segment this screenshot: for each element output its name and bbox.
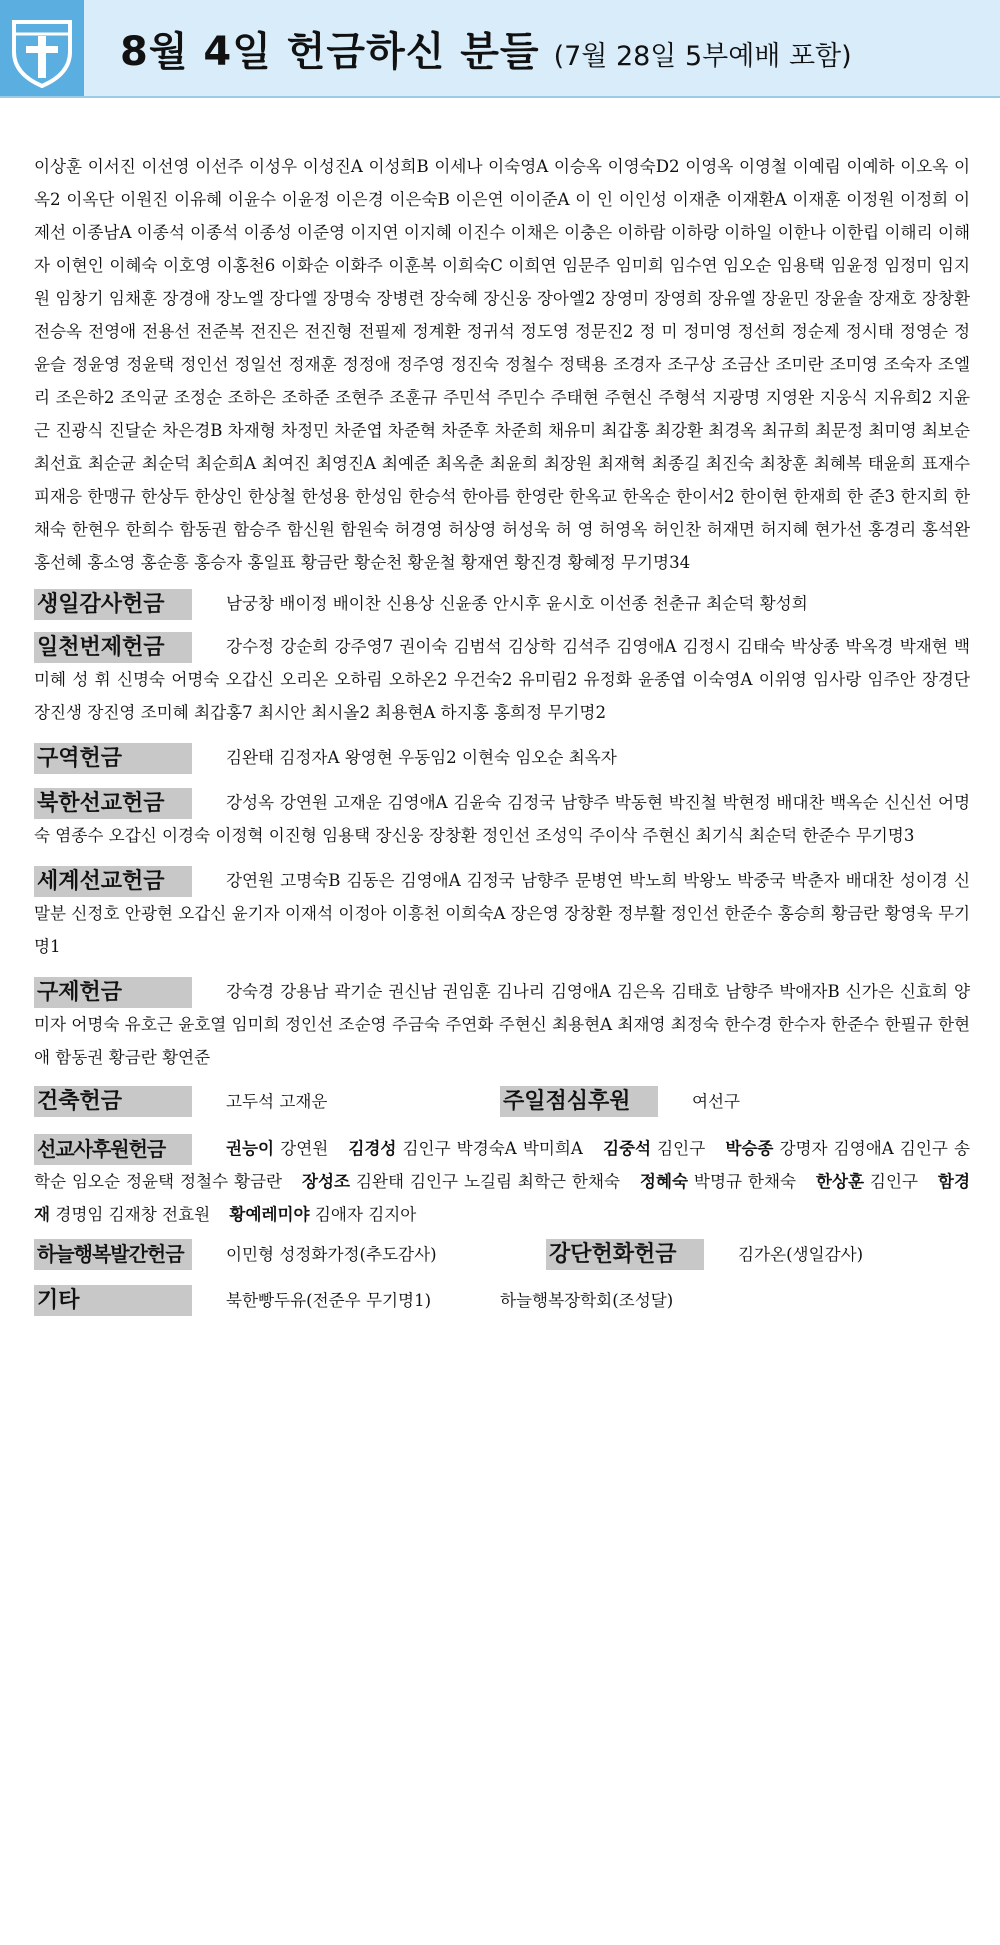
page-header [0,0,1000,98]
section-relief [34,975,970,1074]
section-names: 강숙경 강용남 곽기순 권신남 권임훈 김나리 김영애A 김은옥 김태호 남향주 박애자B 신가은 신효희 양미자 어명숙 유호근 윤호열 임미희 정인선 조순영 주금숙 주연화 주현신 최용현A 최재영 최정숙 한수경 한수자 한준수 한필규 한현애 함동권 황금란 황연준 [34,982,971,1067]
missionary-entry: 함경재 경명임 김재창 전효원 [34,1172,970,1224]
category-label: 생일감사헌금 [34,589,192,620]
category-label: 구역헌금 [34,743,192,774]
category-label: 건축헌금 [34,1086,192,1117]
cross-shield-icon [0,0,84,96]
missionary-entry: 박승종 강명자 김영애A 김인구 송학순 임오순 정윤택 정철수 황금란 [34,1139,970,1191]
section-happiness [34,1237,970,1281]
section-names-gangdan: 김가온(생일감사) [738,1245,864,1264]
missionary-entry: 장성조 김완태 김인구 노길림 최학근 한채숙 [301,1172,621,1191]
section-thousand [34,630,970,729]
general-donor-names: 이상훈 이서진 이선영 이선주 이성우 이성진A 이성희B 이세나 이숙영A 이승옥 이영숙D2 이영옥 이영철 이예림 이예하 이오옥 이 옥2 이옥단 이원진 이유혜 이윤수 이윤정 이은경 이은숙B 이은연 이이준A 이 인 이인성 이재춘 이재환A 이재훈 이정원 이정희 이제선 이종남A 이종석 이종석 이종성 이준영 이지연 이지혜 이진수 이채은 이충은 이하람 이하랑 이하일 이한나 이한립 이해리 이해자 이현인 이혜숙 이호영 이홍천6 이화순 이화주 이훈복 이희숙C 이희연 임문주 임미희 임수연 임오순 임용택 임윤정 임정미 임지원 임창기 임채훈 장경애 장노엘 장다엘 장명숙 장병련 장숙혜 장신웅 장아엘2 장영미 장영희 장유엘 장윤민 장윤솔 장재호 장창환 전승옥 전영애 전용선 전준복 전진은 전진형 전필제 정계환 정귀석 정도영 정문진2 정 미 정미영 정선희 정순제 정시태 정영순 정윤슬 정윤영 정윤택 정인선 정일선 정재훈 정정애 정주영 정진숙 정철수 정택용 조경자 조구상 조금산 조미란 조미영 조숙자 조엘리 조은하2 조익균 조정순 조하은 조하준 조현주 조훈규 주민석 주민수 주태현 주현신 주형석 지광명 지영완 지웅식 지유희2 지윤근 진광식 진달순 차은경B 차재형 차정민 차준엽 차준혁 차준후 차준희 채유미 최갑홍 최강환 최경옥 최규희 최문정 최미영 최보순 최선효 최순균 최순덕 최순희A 최여진 최영진A 최예준 최옥춘 최윤희 최장원 최재혁 최종길 최진숙 최창훈 최혜복 태윤희 표재수 피재응 한맹규 한상두 한상인 한상철 한성용 한성임 한승석 한아름 한영란 한옥교 한옥순 한이서2 한이현 한재희 한 준3 한지희 한채숙 한현우 한희수 함동권 함승주 함신원 함원숙 허경영 허상영 허성욱 허 영 허영옥 허인찬 허재면 허지혜 현가선 홍경리 홍석완 홍선혜 홍소영 홍순흥 홍승자 홍일표 황금란 황순천 황운철 황재연 황진경 황혜정 무기명34 [34,157,971,572]
page-title [120,20,852,77]
section-names: 고두석 고재운 [226,1092,328,1111]
title-sub: (7월 28일 5부예배 포함) [553,41,852,72]
section-names-lunch: 여선구 [692,1092,741,1111]
section-missionary [34,1132,970,1231]
category-label-gangdan: 강단헌화헌금 [546,1239,704,1270]
missionary-entry: 황예레미야 김애자 김지아 [229,1205,417,1224]
category-label: 기타 [34,1285,192,1316]
missionary-entry: 권능이 강연원 [226,1139,329,1158]
category-label: 선교사후원헌금 [34,1134,192,1165]
logo [0,0,84,96]
missionary-entry: 한상훈 김인구 [815,1172,919,1191]
section-names: 남궁창 배이정 배이찬 신용상 신윤종 안시후 윤시호 이선종 천춘규 최순덕 황성희 [226,594,808,613]
missionary-entry: 김중석 김인구 [602,1139,706,1158]
section-district [34,741,970,774]
section-names: 이민형 성정화가정(추도감사) [226,1245,437,1264]
donor-list [34,150,970,1327]
section-world-mission [34,864,970,963]
category-label: 일천번제헌금 [34,632,192,663]
category-label: 세계선교헌금 [34,866,192,897]
category-label: 구제헌금 [34,977,192,1008]
section-names-2: 하늘행복장학회(조성달) [500,1291,674,1310]
section-names: 강연원 고명숙B 김동은 김영애A 김정국 남향주 문병연 박노희 박왕노 박중국 박춘자 배대찬 성이경 신말분 신정호 안광현 오갑신 윤기자 이재석 이정아 이흥천 이희숙A 장은영 장창환 정부활 정인선 한준수 홍승희 황금란 황영욱 무기명1 [34,871,971,956]
missionary-entry: 김경성 김인구 박경숙A 박미희A [348,1139,583,1158]
category-label: 하늘행복발간헌금 [34,1239,192,1270]
section-names: 북한빵두유(전준우 무기명1) [226,1291,432,1310]
category-label: 북한선교헌금 [34,788,192,819]
missionary-entry: 정혜숙 박명규 한채숙 [639,1172,797,1191]
section-names: 강수정 강순희 강주영7 권이숙 김범석 김상학 김석주 김영애A 김정시 김태숙 박상종 박옥경 박재현 백미혜 성 휘 신명숙 어명숙 오갑신 오리온 오하림 오하온2 우건숙2 유미림2 유정화 윤종엽 이숙영A 이위영 임사랑 임주안 장경단 장진생 장진영 조미혜 최갑홍7 최시안 최시올2 최용현A 하지홍 홍희정 무기명2 [34,637,970,722]
section-construction [34,1084,970,1128]
section-names: 김완태 김정자A 왕영현 우동임2 이현숙 임오순 최옥자 [226,748,617,767]
section-etc [34,1283,970,1327]
section-birthday [34,587,970,620]
category-label-lunch: 주일점심후원 [500,1086,658,1117]
section-north-korea [34,786,970,852]
title-main: 8월 4일 헌금하신 분들 [120,29,540,75]
section-names: 강성옥 강연원 고재운 김영애A 김윤숙 김정국 남향주 박동현 박진철 박현정 배대찬 백옥순 신신선 어명숙 염종수 오갑신 이경숙 이정혁 이진형 임용택 장신웅 장창환 정인선 조성익 주이삭 주현신 최기식 최순덕 한준수 무기명3 [34,793,970,845]
